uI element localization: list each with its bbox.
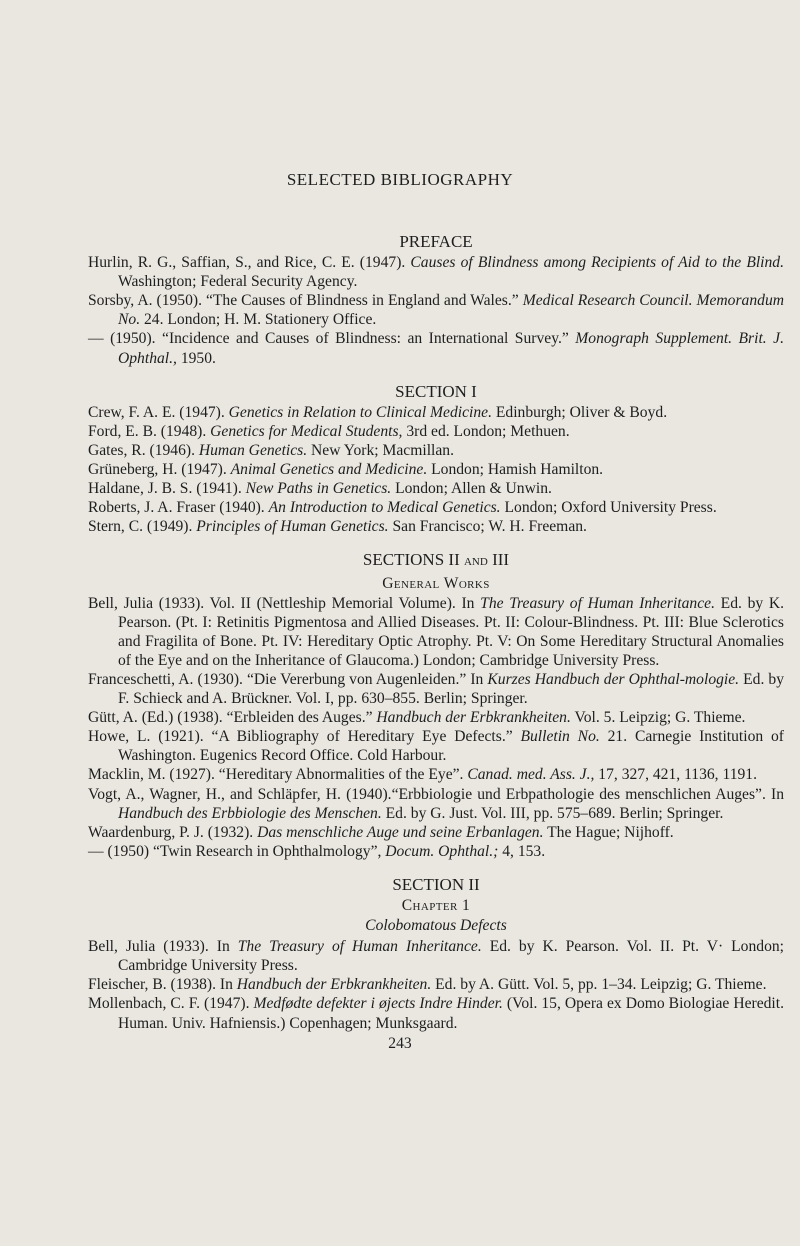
bibliography-entry: Gütt, A. (Ed.) (1938). “Erbleiden des Auges.” Handbuch der Erbkrankheiten. Vol. 5. Leipzig; G. Thieme. <box>88 709 746 727</box>
section-gap <box>88 368 784 382</box>
bibliography-entry: Ford, E. B. (1948). Genetics for Medical Students, 3rd ed. London; Methuen. <box>88 422 570 440</box>
chapter-title: Colobomatous Defects <box>365 917 507 935</box>
bibliography-entry: — (1950) “Twin Research in Ophthalmology”, Docum. Ophthal.; 4, 153. <box>88 842 546 860</box>
bibliography-entry: Fleischer, B. (1938). In Handbuch der Erbkrankheiten. Ed. by A. Gütt. Vol. 5, pp. 1–34. Leipzig; G. Thieme. <box>88 976 767 994</box>
bibliography-entry: Stern, C. (1949). Principles of Human Genetics. San Francisco; W. H. Freeman. <box>88 518 587 536</box>
page-title: SELECTED BIBLIOGRAPHY <box>286 170 514 189</box>
section-heading: SECTIONS II and III <box>362 550 510 570</box>
bibliography-entry: Bell, Julia (1933). Vol. II (Nettleship Memorial Volume). In The Treasury of Human Inheritance. Ed. by K. Pearson. (Pt. I: Retinitis Pigmentosa and Allied Diseases. Pt. II: Colour-Blindness. Pt. III: Blue Sclerotics and Fragilita of Bone. Pt. IV: Hereditary Optic Atrophy. Pt. V: On Some Hereditary Structural Anomalies of the Eye and on the Inheritance of Glaucoma.) London; Cambridge University Press. <box>88 594 785 669</box>
section-subheading: Chapter 1 <box>401 897 471 914</box>
bibliography-entry: Gates, R. (1946). Human Genetics. New York; Macmillan. <box>88 441 454 459</box>
bibliography-entry: Roberts, J. A. Fraser (1940). An Introduction to Medical Genetics. London; Oxford University Press. <box>88 499 717 517</box>
bibliography-entry: Franceschetti, A. (1930). “Die Vererbung von Augenleiden.” In Kurzes Handbuch der Ophthal-mologie. Ed. by F. Schieck and A. Brückner. Vol. I, pp. 630–855. Berlin; Springer. <box>88 670 784 708</box>
bibliography-entry: Howe, L. (1921). “A Bibliography of Hereditary Eye Defects.” Bulletin No. 21. Carnegie Institution of Washington. Eugenics Record Office. Cold Harbour. <box>88 728 784 765</box>
bibliography-entry: Macklin, M. (1927). “Hereditary Abnormalities of the Eye”. Canad. med. Ass. J., 17, 327, 421, 1136, 1191. <box>88 766 757 784</box>
bibliography-entry: Crew, F. A. E. (1947). Genetics in Relation to Clinical Medicine. Edinburgh; Oliver & Boyd. <box>88 403 668 421</box>
bibliography-entry: Bell, Julia (1933). In The Treasury of Human Inheritance. Ed. by K. Pearson. Vol. II. Pt. V· London; Cambridge University Press. <box>88 938 784 975</box>
bibliography-entry: — (1950). “Incidence and Causes of Blindness: an International Survey.” Monograph Supplement. Brit. J. Ophthal., 1950. <box>88 330 784 367</box>
bibliography-entry: Grüneberg, H. (1947). Animal Genetics and Medicine. London; Hamish Hamilton. <box>88 461 604 479</box>
section-heading: SECTION II <box>392 874 480 894</box>
bibliography-entry: Vogt, A., Wagner, H., and Schläpfer, H. (1940).“Erbbiologie und Erbpathologie des menschlichen Auges”. In Handbuch des Erbbiologie des Menschen. Ed. by G. Just. Vol. III, pp. 575–689. Berlin; Springer. <box>88 785 784 822</box>
section-gap <box>88 536 784 550</box>
bibliography-entry: Mollenbach, C. F. (1947). Medfødte defekter i øjects Indre Hinder. (Vol. 15, Opera ex Domo Biologiae Heredit. Human. Univ. Hafniensis.) Copenhagen; Munksgaard. <box>88 995 784 1032</box>
bibliography-content <box>88 232 784 1033</box>
bibliography-entry: Hurlin, R. G., Saffian, S., and Rice, C. E. (1947). Causes of Blindness among Recipients of Aid to the Blind. Washington; Federal Security Agency. <box>88 254 784 291</box>
section-subheading: General Works <box>382 574 490 592</box>
bibliography-entry: Sorsby, A. (1950). “The Causes of Blindness in England and Wales.” Medical Research Council. Memorandum No. 24. London; H. M. Stationery Office. <box>88 292 784 329</box>
section-heading: PREFACE <box>399 232 473 251</box>
section-heading: SECTION I <box>395 381 477 401</box>
page-number: 243 <box>388 1035 412 1052</box>
section-gap <box>88 861 784 875</box>
bibliography-entry: Waardenburg, P. J. (1932). Das menschliche Auge und seine Erbanlagen. The Hague; Nijhoff. <box>88 823 674 841</box>
bibliography-entry: Haldane, J. B. S. (1941). New Paths in Genetics. London; Allen & Unwin. <box>88 480 552 498</box>
